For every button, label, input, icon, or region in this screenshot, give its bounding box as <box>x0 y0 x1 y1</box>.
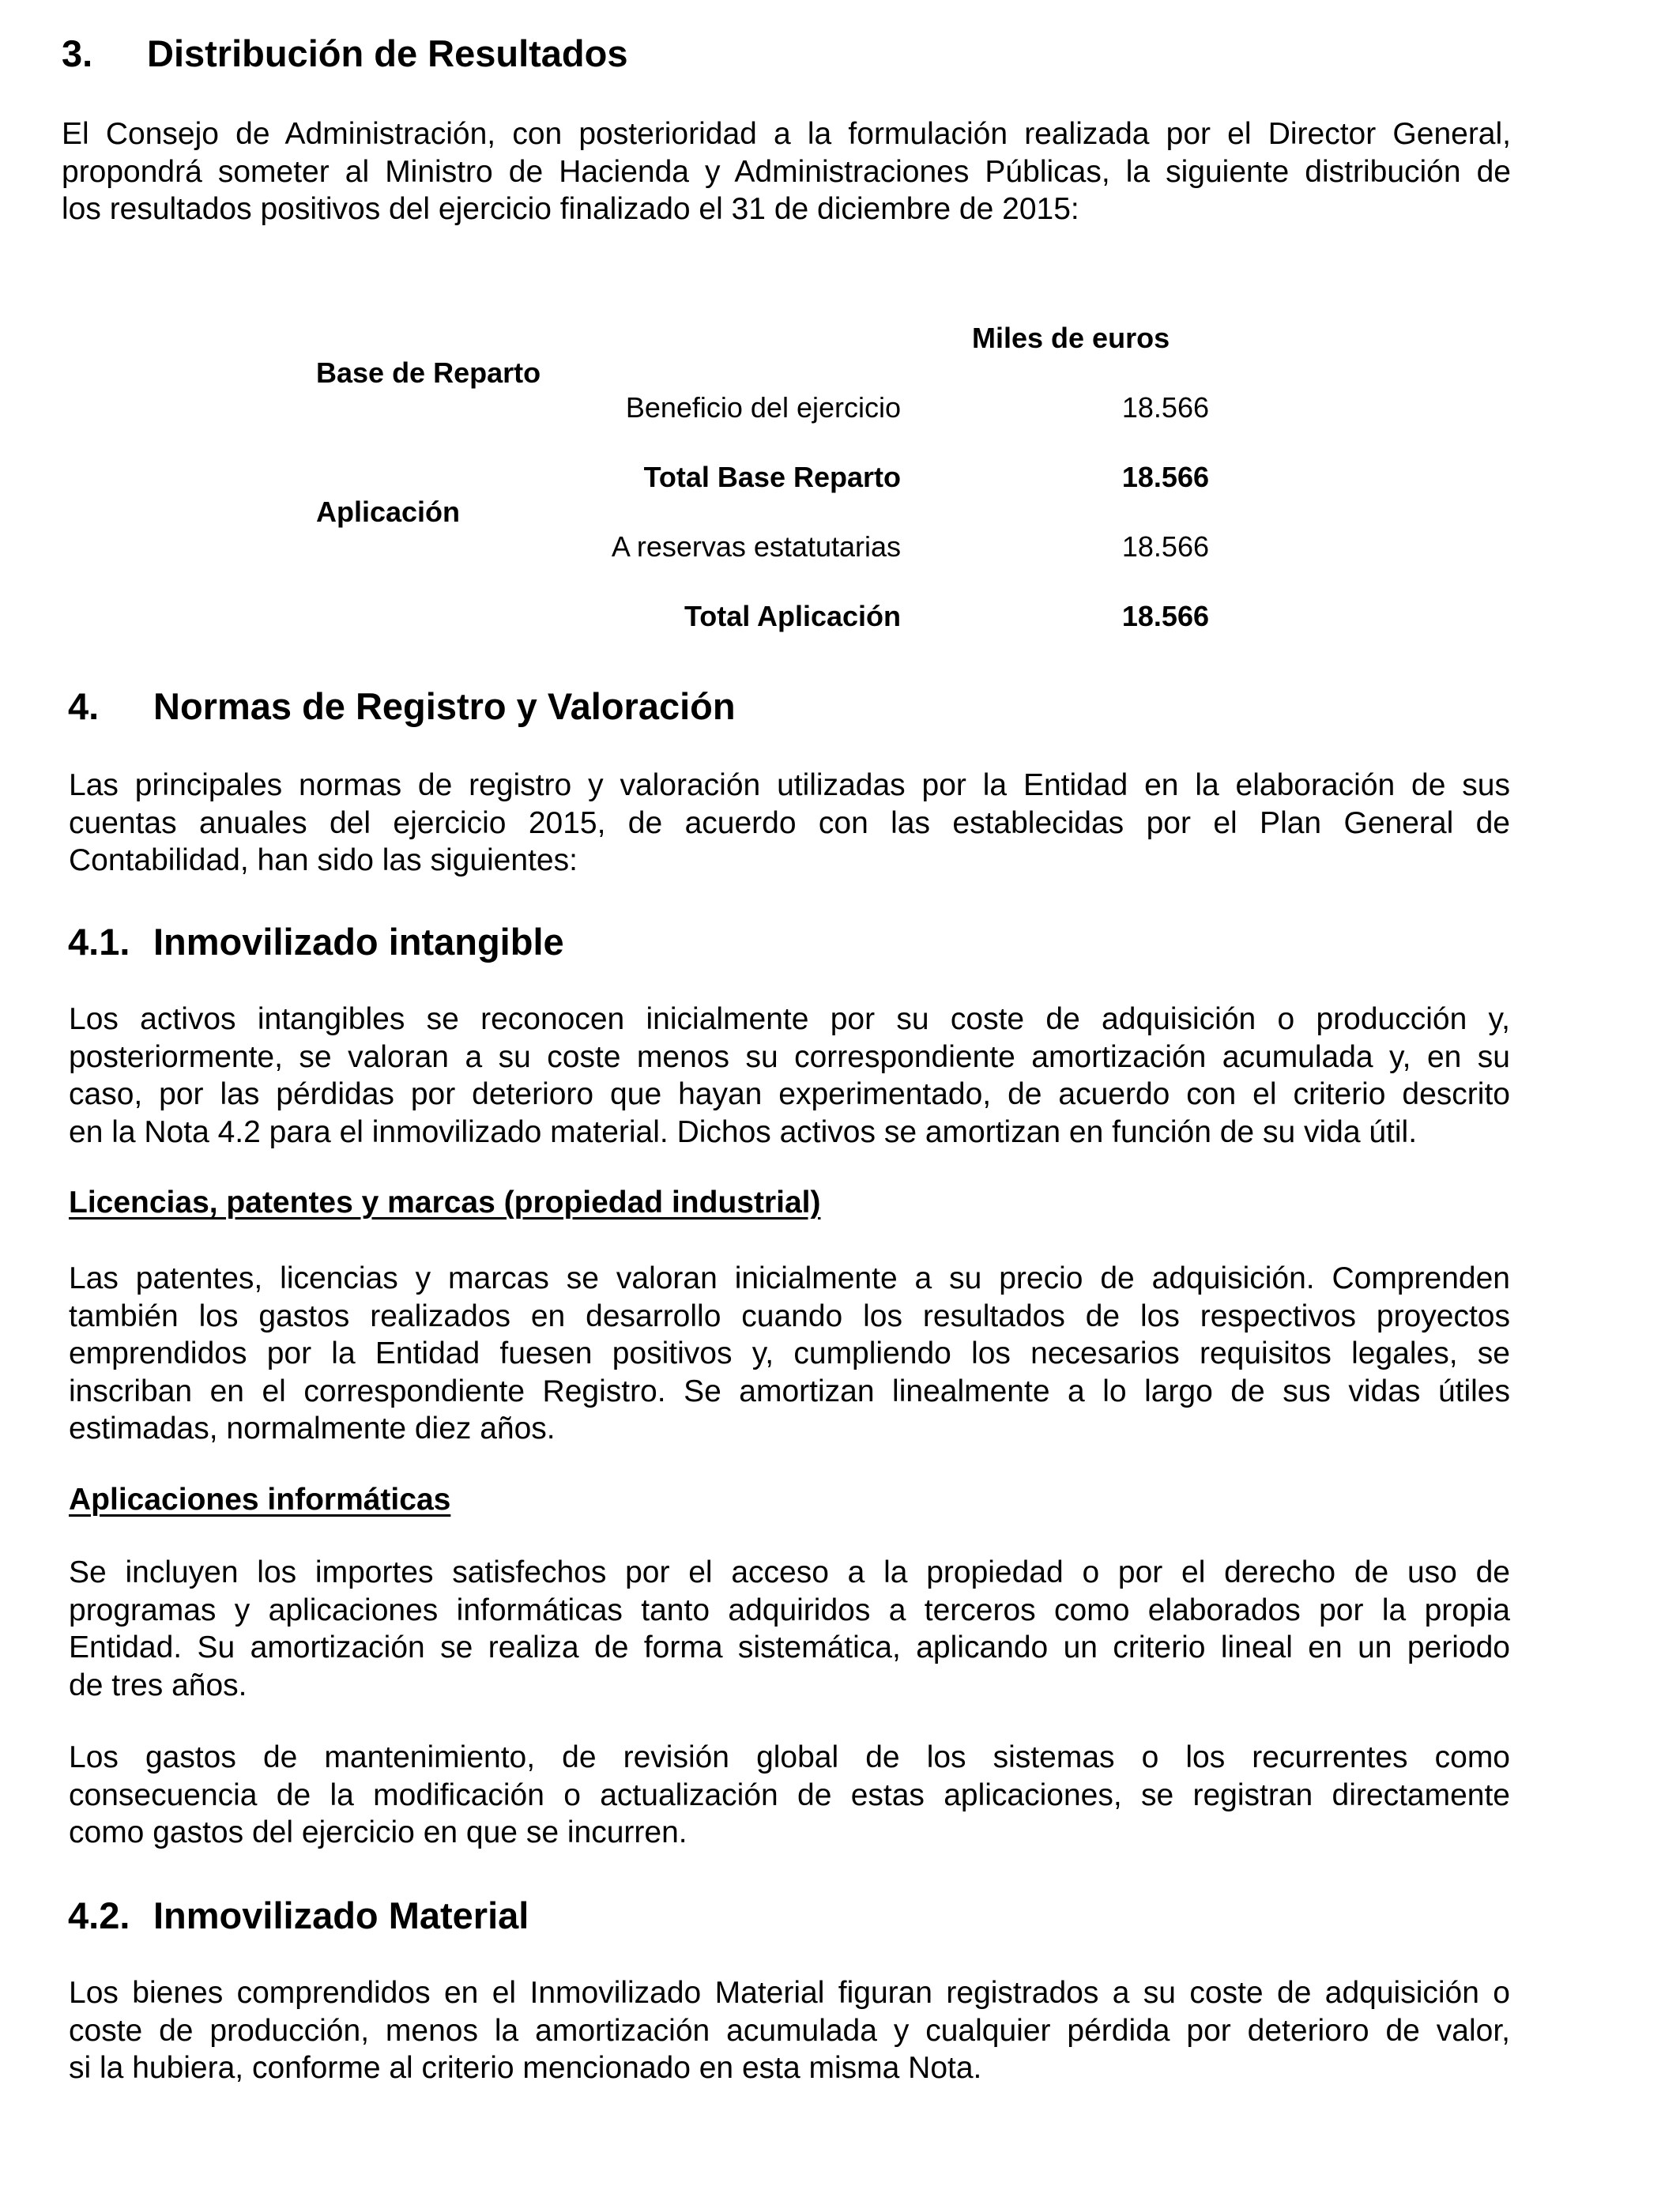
paragraph-line: si la hubiera, conforme al criterio mencionado en esta misma Nota. <box>69 2051 982 2085</box>
distribution-table <box>0 0 1680 648</box>
licencias-subheading: Licencias, patentes y marcas (propiedad industrial) <box>69 1186 821 1220</box>
section-number: 3. <box>62 32 93 74</box>
paragraph-line: consecuencia de la modificación o actualización de estas aplicaciones, se registran directamente <box>69 1777 1510 1812</box>
paragraph-line: emprendidos por la Entidad fuesen positivos y, cumpliendo los necesarios requisitos legales, se <box>69 1336 1510 1370</box>
paragraph-line: Los gastos de mantenimiento, de revisión global de los sistemas o los recurrentes como <box>69 1740 1510 1774</box>
paragraph-line: inscriban en el correspondiente Registro. Se amortizan linealmente a lo largo de sus vidas útiles <box>69 1374 1510 1408</box>
paragraph-line: El Consejo de Administración, con posterioridad a la formulación realizada por el Director General, <box>62 117 1511 151</box>
paragraph-line: Entidad. Su amortización se realiza de forma sistemática, aplicando un criterio lineal en un periodo <box>69 1630 1510 1664</box>
aplicaciones-subheading: Aplicaciones informáticas <box>69 1483 451 1517</box>
section-4-2-heading <box>68 1894 1016 1938</box>
aplicacion-label: Aplicación <box>316 496 461 528</box>
paragraph-line: de tres años. <box>69 1668 247 1702</box>
total-base-reparto-label: Total Base Reparto <box>643 461 901 493</box>
paragraph-line: Contabilidad, han sido las siguientes: <box>69 843 578 877</box>
unit-column-header: Miles de euros <box>972 322 1170 354</box>
total-aplicacion-label: Total Aplicación <box>684 600 901 632</box>
section-number: 4.1. <box>68 921 130 963</box>
paragraph-line: propondrá someter al Ministro de Hacienda y Administraciones Públicas, la siguiente distribución de <box>62 154 1511 189</box>
paragraph-line: Las principales normas de registro y valoración utilizadas por la Entidad en la elaboración de sus <box>69 768 1510 802</box>
paragraph-line: en la Nota 4.2 para el inmovilizado material. Dichos activos se amortizan en función de su vida útil. <box>69 1114 1418 1149</box>
section-4-1-heading <box>68 920 1016 964</box>
paragraph-line: caso, por las pérdidas por deterioro que hayan experimentado, de acuerdo con el criterio descrito <box>69 1077 1510 1111</box>
section-4-paragraph <box>69 767 1510 880</box>
paragraph-line: Se incluyen los importes satisfechos por el acceso a la propiedad o por el derecho de uso de <box>69 1555 1510 1589</box>
section-title: Distribución de Resultados <box>147 32 628 74</box>
paragraph-line: programas y aplicaciones informáticas tanto adquiridos a terceros como elaborados por la propia <box>69 1593 1510 1627</box>
section-4-1-paragraph <box>69 1001 1510 1151</box>
section-title: Inmovilizado Material <box>153 1894 529 1936</box>
section-number: 4.2. <box>68 1894 130 1936</box>
paragraph-line: Los bienes comprendidos en el Inmovilizado Material figuran registrados a su coste de adquisición o <box>69 1976 1510 2010</box>
section-4-heading <box>68 684 1016 729</box>
total-aplicacion-value: 18.566 <box>1121 600 1209 632</box>
total-base-reparto-value: 18.566 <box>1121 461 1209 493</box>
beneficio-ejercicio-value: 18.566 <box>1121 391 1209 424</box>
reservas-estatutarias-label: A reservas estatutarias <box>611 530 901 563</box>
section-title: Normas de Registro y Valoración <box>153 685 736 727</box>
aplicaciones-paragraph-2 <box>69 1739 1510 1852</box>
paragraph-line: cuentas anuales del ejercicio 2015, de acuerdo con las establecidas por el Plan General de <box>69 805 1510 840</box>
paragraph-line: coste de producción, menos la amortización acumulada y cualquier pérdida por deterioro de valor, <box>69 2013 1510 2048</box>
reservas-estatutarias-value: 18.566 <box>1121 530 1209 563</box>
paragraph-line: Las patentes, licencias y marcas se valoran inicialmente a su precio de adquisición. Comprenden <box>69 1261 1510 1295</box>
paragraph-line: posteriormente, se valoran a su coste menos su correspondiente amortización acumulada y, en su <box>69 1039 1510 1074</box>
beneficio-ejercicio-label: Beneficio del ejercicio <box>625 391 901 424</box>
section-number: 4. <box>68 685 100 727</box>
paragraph-line: también los gastos realizados en desarrollo cuando los resultados de los respectivos proyectos <box>69 1299 1510 1333</box>
licencias-paragraph <box>69 1260 1510 1448</box>
paragraph-line: Los activos intangibles se reconocen inicialmente por su coste de adquisición o producción y, <box>69 1002 1510 1036</box>
paragraph-line: los resultados positivos del ejercicio finalizado el 31 de diciembre de 2015: <box>62 192 1079 226</box>
section-4-2-paragraph <box>69 1974 1510 2087</box>
base-reparto-label: Base de Reparto <box>316 356 541 389</box>
section-title: Inmovilizado intangible <box>153 921 564 963</box>
paragraph-line: estimadas, normalmente diez años. <box>69 1412 556 1446</box>
paragraph-line: como gastos del ejercicio en que se incurren. <box>69 1815 687 1849</box>
aplicaciones-paragraph-1 <box>69 1554 1510 1704</box>
